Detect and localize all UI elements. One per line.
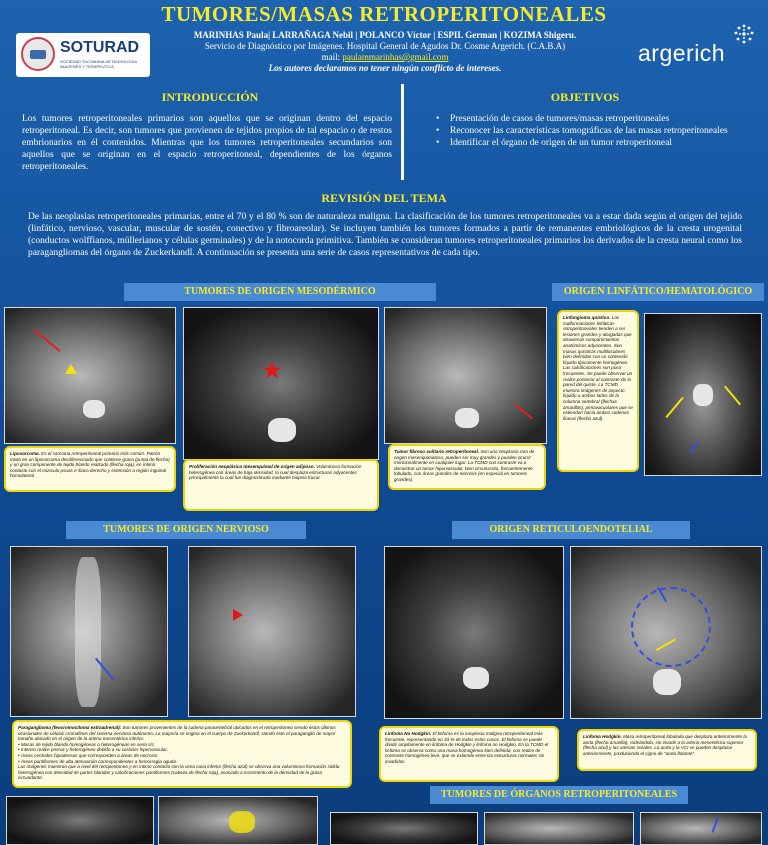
objectives-list (432, 113, 732, 149)
logo-name: SOTURAD (60, 39, 140, 56)
blue-arrow-icon (712, 817, 719, 833)
ct-image-paraganglioma-2 (188, 546, 356, 717)
red-arrowhead-icon (233, 609, 243, 621)
ct-image-organ-4 (484, 812, 634, 845)
argerich-dots-icon (733, 23, 755, 45)
yellow-arrowhead-icon (65, 364, 77, 374)
caption-paraganglioma: Paraganglioma (feocromocitoma extraadrenal): Son tumores provenientes de la cadena paravertebral ubicados en el retroperitoneo siendo éstos últimos ocasionales de células cromafines del sistema nervioso autónomo. La mayoría se origina en el cuerpo de Zuckerkandl, siendo éste el paraganglio de mayor tamaño ubicado en el origen de la arteria mesentérica inferior. • Masas de tejido blando homogéneas o heterogéneas en seria s/c. • Intenso realce precoz y heterogéneo debido a su carácter hipervascular. • Áreas centrales hipodensas que corresponden a áreas de necrosis. • Áreas puntiformes de alta atenuación correspondientes a hemorragia aguda. Las imágenes muestran que a nivel del retroperitoneo y en íntimo contacto con la vena cava inferior (flecha azul) se observa una voluminosa formación sólida heterogénea con densidad de partes blandas y calcificaciones puntiformes (cabeza de flecha roja), asociado a incremento de la densidad de la grasa circundante. (12, 720, 352, 788)
ct-image-linfangioma (644, 313, 762, 476)
objectives-title: OBJETIVOS (550, 90, 620, 104)
poster-title: TUMORES/MASAS RETROPERITONEALES (161, 2, 607, 26)
mail-line (150, 52, 620, 63)
ct-image-hodgkin (570, 546, 762, 719)
section-nervioso: TUMORES DE ORIGEN NERVIOSO (66, 521, 306, 539)
red-arrow-icon (33, 328, 60, 351)
caption-no-hodgkin: Linfoma No Hodgkin. El linfoma es la neoplasia maligna retroperitoneal más frecuente, representando en 33 % de todos estos casos. El linfoma se puede dividir ampliamente en linfoma de Hodgkin y linfoma no Hodgkin. En la TCMD el linfoma se observa como una masa homogénea bien definida, con realce de contraste homogéneo leve, que se extiende entre las estructuras normales sin invadirlas. (379, 726, 559, 782)
dashed-circle-marker (631, 587, 711, 667)
ct-image-organ-3 (330, 812, 478, 845)
section-reticulo: ORIGEN RETICULOENDOTELIAL (452, 521, 690, 539)
blue-arrow-icon (689, 441, 698, 454)
ct-image-organ-2 (158, 796, 318, 845)
ct-image-proliferacion (183, 307, 379, 460)
caption-proliferacion: Proliferación neoplásica mesenquimal de origen adiposo. Voluminosa formación heterogénea con áreas de baja densidad, la cual desplaza estructuras adyacentes principalmente la cual fue diagnosticada mediante biopsia trucut. (183, 459, 379, 511)
intro-title: INTRODUCCIÓN (161, 90, 259, 104)
logo-emblem-icon (21, 37, 55, 71)
ct-image-organ-5 (640, 812, 762, 845)
header-info (150, 30, 620, 74)
ct-image-no-hodgkin (384, 546, 564, 719)
section-organos: TUMORES DE ÓRGANOS RETROPERITONEALES (430, 786, 688, 804)
authors: MARINHAS Paula| LARRAÑAGA Nebil | POLANCO Víctor | ESPIL German | KOZIMA Shigeru. (193, 30, 577, 40)
soturad-logo (16, 33, 150, 77)
objective-item: • Identificar el órgano de origen de un tumor retroperitoneal (432, 137, 732, 149)
conflict-statement: Los autores declaramos no tener ningún conflicto de intereses. (268, 63, 502, 73)
ct-image-fibroso (384, 307, 547, 444)
affiliation: Servicio de Diagnóstico por Imágenes. Hospital General de Agudos Dr. Cosme Argerich. (C.A.B.A) (204, 41, 566, 51)
caption-liposarcoma: Liposarcoma. Es el sarcoma retroperitoneal primario más común. Patrón mixto en un liposarcoma desdiferenciado que contiene grasa (punta de flecha) y un gran componente de tejido blando realzado (flecha roja), en íntimo contacto con el músculo psoas e ilíaco derecho y extensión a región inguinal homolateral. (4, 446, 176, 492)
yellow-arrow-icon (724, 386, 741, 406)
section-mesodermico: TUMORES DE ORIGEN MESODÉRMICO (124, 283, 436, 301)
section-linfatico: ORIGEN LINFÁTICO/HEMATOLÓGICO (552, 283, 764, 301)
intro-text: Los tumores retroperitoneales primarios son aquellos que se originan dentro del espacio retroperitoneal. Es decir, son tumores que provienen de tejidos propios de tal espacio o de restos embrionarios en él contenidos. Mientras que los tumores retroperitoneales secundarios son aquellos que se originan en el espacio retroperitoneal, dependientes de los órganos retroperitoneales. (22, 114, 392, 172)
ct-image-paraganglioma-1 (10, 546, 168, 717)
mail-label: mail: (321, 52, 343, 62)
argerich-logo: argerich (638, 40, 726, 66)
caption-linfangioma: Linfangioma quístico. Las malformaciones linfáticas retroperitoneales tienden a ser lesiones grandes y alargadas que atraviesan compartimientos anatómicos adyacentes. Son masas quísticas multiloculares bien definidas con un contenido líquido típicamente homogéneo. Las calcificaciones son poco frecuentes. Se puede observar un realce posterior al contraste de la pared del quiste. La TCMD muestra imágenes de aspecto líquido a ambos lados de la columna vertebral (flechas amarillas), periavacuolares que se extienden hacia ambos cadenas ilíacas (flecha azul). (557, 310, 639, 472)
red-arrow-icon (515, 404, 533, 420)
ct-image-organ-1 (6, 796, 154, 845)
caption-fibroso: Tumor fibroso solitario retroperitoneal. Son una neoplasia rara de origen mesenquimatoso, pueden ser muy grandes y pueden ocurrir mencionalmente en cualquier lugar. La TCMD con contraste va a demostrar un tumor hipervascular, bien circunscrito, frecuentemente lobulado, con áreas grandes de necrosis (en especial en tumores grandes). (388, 444, 546, 490)
logo-subtitle: SOCIEDAD TUCUMANA DE RADIOLOGIA IMAGENES Y TERAPEUTICA (60, 59, 137, 69)
review-title: REVISIÓN DEL TEMA (321, 191, 447, 205)
yellow-arrow-icon (665, 397, 683, 418)
caption-hodgkin: Linfoma Hodgkin. Masa retroperitoneal lobulada que desplaza anteriormente la aorta (flecha amarilla), rodeándola, sin invadir a la arteria mesentérica superior (flecha azul) y las arterias renales. La aorta y la VCI se pueden desplazar anteriormente, produciendo el signo de "aorta flotante". (577, 729, 757, 771)
ct-image-liposarcoma (4, 307, 176, 444)
mail-link[interactable]: paulammarinhas@gmail.com (342, 52, 449, 62)
red-star-icon (262, 360, 282, 380)
review-text: De las neoplasias retroperitoneales primarias, entre el 70 y el 80 % son de naturaleza maligna. La clasificación de los tumores retroperitoneales va a estar dada según el origen del tejido (linfático, nervioso, vascular, muscular de sostén, conectivo y fibroareolar). Se incluyen también los tumores formados a partir de remanentes embriológicos de la cresta urogenital (conductos wolffianos, müllerianos y células germinales) y de la notocorda primitiva. También se consideran tumores retroperitoneales primarios los derivados de la cresta neural como los paragangliomas del órgano de Zuckerkandl. A continuación se presenta una serie de casos representativos de cada tipo. (28, 212, 742, 258)
objective-item: • Reconocer las características tomográficas de las masas retroperitoneales (432, 125, 732, 137)
column-divider (401, 84, 404, 180)
objective-item: • Presentación de casos de tumores/masas retroperitoneales (432, 113, 732, 125)
